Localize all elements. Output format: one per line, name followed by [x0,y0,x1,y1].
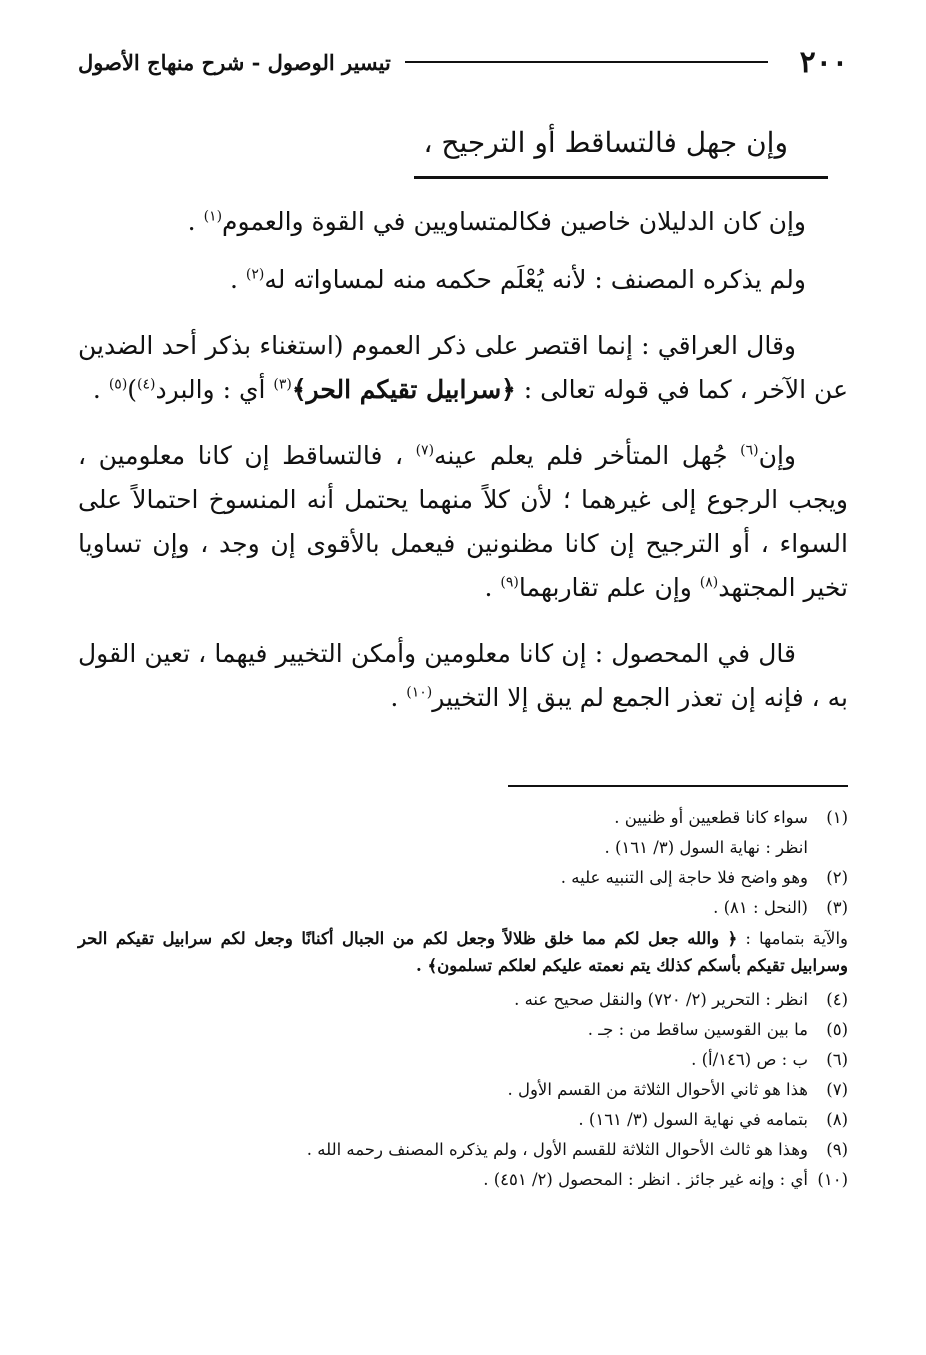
footnote-ref-2[interactable]: (٢) [245,266,265,283]
footnote-number: (٨) [826,1110,848,1129]
footnote-text: ب : ص (١٤٦/أ) . [691,1050,808,1069]
quran-verse: ﴿ والله جعل لكم مما خلق ظلالاً وجعل لكم من الجبال أكنانًا وجعل لكم سرابيل تقيكم الحر وسرابيل تقيكم بأسكم كذلك يتم نعمته عليكم لعلكم تسلمون﴾ . [78,929,848,975]
header-rule [405,61,768,63]
footnote-separator [508,785,848,787]
footnote-9 [78,1135,848,1165]
paragraph-2: ولم يذكره المصنف : لأنه يُعْلَم حكمه منه لمساواته له$^{(٢)}$ . [229,265,806,294]
footnote-text: سواء كانا قطعيين أو ظنيين . [614,808,808,827]
footnote-number: (٩) [826,1140,848,1159]
footnote-ref-10[interactable]: (١٠) [406,684,433,701]
footnote-text: أي : وإنه غير جائز . انظر : المحصول (٢/ ٤٥١) . [483,1170,808,1189]
paragraph-3: وقال العراقي : إنما اقتصر على ذكر العموم (استغناء بذكر أحد الضدين عن الآخر ، كما في قوله تعالى : ﴿سرابيل تقيكم الحر﴾$^{(٣)}$ أي : والبرد$^{(٤)}$)$^{(٥)}$ . [78,331,848,404]
footnote-text: انظر : التحرير (٢/ ٧٢٠) والنقل صحيح عنه . [514,990,808,1009]
footnote-number: (١) [826,808,848,827]
footnote-3 [78,893,848,923]
page-header [78,40,848,84]
footnote-number: (٣) [826,898,848,917]
footnote-ref-6[interactable]: (٦) [740,442,759,459]
footnote-number: (٧) [826,1080,848,1099]
paragraph-5: قال في المحصول : إن كانا معلومين وأمكن التخيير فيهما ، تعين القول به ، فإنه إن تعذر الجمع لم يبق إلا التخيير$^{(١٠)}$ . [78,639,848,712]
footnote-ref-8[interactable]: (٨) [699,574,719,591]
footnote-text: وهو واضح فلا حاجة إلى التنبيه عليه . [560,868,808,887]
footnote-ref-1[interactable]: (١) [203,208,223,225]
paragraph-4: وإن$^{(٦)}$ جُهل المتأخر فلم يعلم عينه$^{(٧)}$ ، فالتساقط إن كانا معلومين ، ويجب الرجوع إلى غيرهما ؛ لأن كلاً منهما يحتمل أنه المنسوخ احتمالاً على السواء ، أو الترجيح إن كانا مظنونين فيعمل بالأقوى إن وجد ، وإن تساويا تخير المجتهد$^{(٨)}$ وإن علم تقاربهما$^{(٩)}$ . [78,441,848,602]
footnote-number: (٦) [826,1050,848,1069]
page-number: ٢٠٠ [799,44,848,80]
paragraph-1: وإن كان الدليلان خاصين فكالمتساويين في القوة والعموم$^{(١)}$ . [187,207,806,236]
footnote-number: (٢) [826,868,848,887]
quran-quote: ﴿سرابيل تقيكم الحر﴾ [291,375,516,404]
commentary-body [78,200,848,742]
footnote-number: (١٠) [817,1170,848,1189]
footnote-ref-5[interactable]: (٥) [108,376,128,393]
footnote-10 [78,1165,848,1195]
footnote-ref-4[interactable]: (٤) [137,376,156,393]
footnote-5 [78,1015,848,1045]
footnote-3-verse: والآية بتمامها : ﴿ والله جعل لكم مما خلق ظلالاً وجعل لكم من الجبال أكنانًا وجعل لكم سرابيل تقيكم الحر وسرابيل تقيكم بأسكم كذلك يتم نعمته عليكم لعلكم تسلمون﴾ . [78,929,848,975]
footnote-number: (٥) [826,1020,848,1039]
footnote-text: وهذا هو ثالث الأحوال الثلاثة للقسم الأول ، ولم يذكره المصنف رحمه الله . [306,1140,808,1159]
running-title: تيسير الوصول - شرح منهاج الأصول [78,49,391,75]
footnote-ref-9[interactable]: (٩) [500,574,519,591]
footnote-text: (النحل : ٨١) . [713,898,808,917]
footnotes [78,803,848,1195]
footnote-6 [78,1045,848,1075]
footnote-ref-3[interactable]: (٣) [273,376,292,393]
footnote-7 [78,1075,848,1105]
footnote-ref-7[interactable]: (٧) [415,442,435,459]
footnote-2 [78,863,848,893]
footnote-8 [78,1105,848,1135]
matn-text: وإن جهل فالتساقط أو الترجيح ، [423,126,788,159]
footnote-text: بتمامه في نهاية السول (٣/ ١٦١) . [578,1110,808,1129]
footnote-1 [78,803,848,833]
footnote-text: ما بين القوسين ساقط من : جـ . [587,1020,808,1039]
footnote-number: (٤) [826,990,848,1009]
footnote-1-continuation: انظر : نهاية السول (٣/ ١٦١) . [604,838,808,857]
matn-underline [414,176,828,179]
matn-box [414,118,788,168]
footnote-4 [78,985,848,1015]
footnote-text: هذا هو ثاني الأحوال الثلاثة من القسم الأول . [507,1080,808,1099]
